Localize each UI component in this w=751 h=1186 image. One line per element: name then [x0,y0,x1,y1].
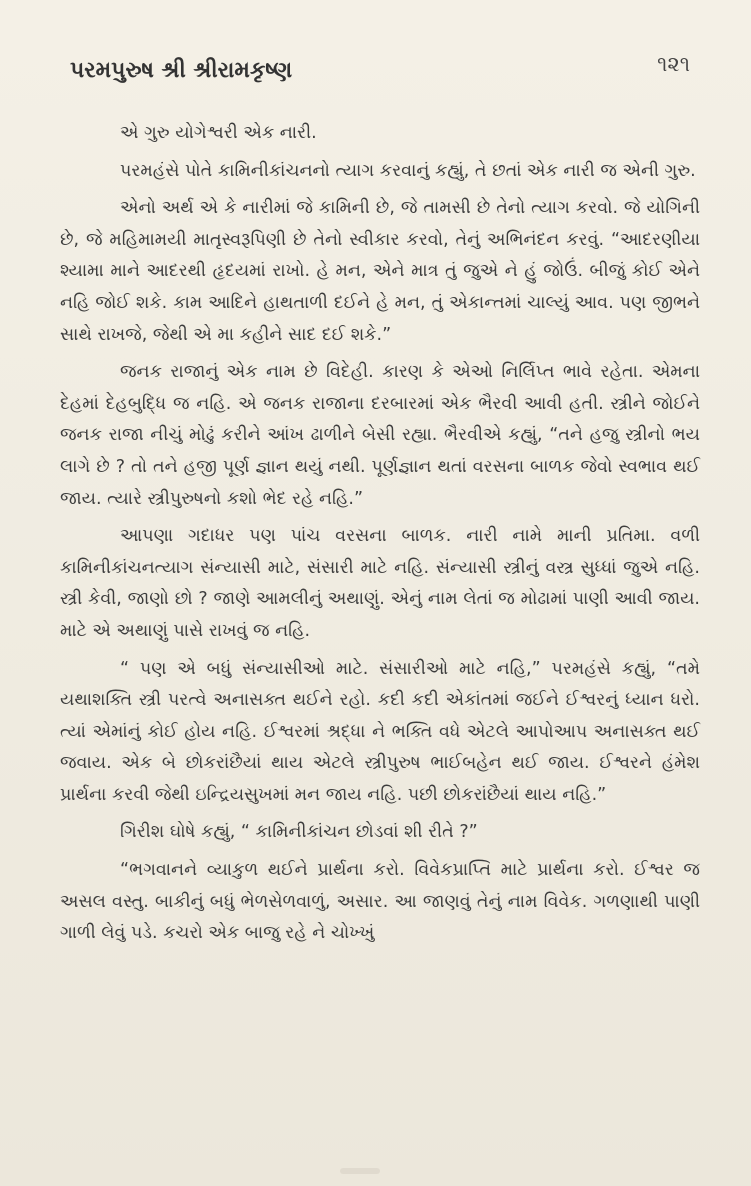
paragraph: આપણા ગદાધર પણ પાંચ વરસના બાળક. નારી નામે માની પ્રતિમા. વળી કામિનીકાંચનત્યાગ સંન્યાસી માટે, સંસારી માટે નહિ. સંન્યાસી સ્ત્રીનું વસ્ત્ર સુધ્ધાં જુએ નહિ. સ્ત્રી કેવી, જાણો છો ? જાણે આમલીનું અથાણું. એનું નામ લેતાં જ મોઢામાં પાણી આવી જાય. માટે એ અથાણું પાસે રાખવું જ નહિ. [60,526,700,641]
body-text [60,118,700,950]
paragraph: પરમહંસે પોતે કામિનીકાંચનનો ત્યાગ કરવાનું કહ્યું, તે છતાં એક નારી જ એની ગુરુ. [120,160,696,181]
page-smudge [340,1168,380,1174]
running-head: પરમપુરુષ શ્રી શ્રીરામકૃષ્ણ [70,58,293,83]
paragraph: “ પણ એ બધું સંન્યાસીઓ માટે. સંસારીઓ માટે નહિ,” પરમહંસે કહ્યું, “તમે યથાશક્તિ સ્ત્રી પરત્વે અનાસક્ત થઈને રહો. કદી કદી એકાંતમાં જઈને ઈશ્વરનું ધ્યાન ધરો. ત્યાં એમાંનું કોઈ હોય નહિ. ઈશ્વરમાં શ્રદ્ધા ને ભક્તિ વધે એટલે આપોઆપ અનાસક્ત થઈ જવાય. એક બે છોકરાંછૈયાં થાય એટલે સ્ત્રીપુરુષ ભાઈબહેન થઈ જાય. ઈશ્વરને હંમેશ પ્રાર્થના કરવી જેથી ઇન્દ્રિયસુખમાં મન જાય નહિ. પછી છોકરાંછૈયાં થાય નહિ.” [60,658,700,805]
paragraph: એનો અર્થ એ કે નારીમાં જે કામિની છે, જે તામસી છે તેનો ત્યાગ કરવો. જે યોગિની છે, જે મહિમામયી માતૃસ્વરૂપિણી છે તેનો સ્વીકાર કરવો, તેનું અભિનંદન કરવું. “આદરણીયા શ્યામા માને આદરથી હૃદયમાં રાખો. હે મન, એને માત્ર તું જુએ ને હું જોઉં. બીજું કોઈ એને નહિ જોઈ શકે. કામ આદિને હાથતાળી દઈને હે મન, તું એકાન્તમાં ચાલ્યું આવ. પણ જીભને સાથે રાખજે, જેથી એ મા કહીને સાદ દઈ શકે.” [60,198,700,345]
paragraph: ગિરીશ ઘોષે કહ્યું, “ કામિનીકાંચન છોડવાં શી રીતે ?” [120,822,478,843]
paragraph: “ભગવાનને વ્યાકુળ થઈને પ્રાર્થના કરો. વિવેકપ્રાપ્તિ માટે પ્રાર્થના કરો. ઈશ્વર જ અસલ વસ્તુ. બાકીનું બધું ભેળસેળવાળું, અસાર. આ જાણવું તેનું નામ વિવેક. ગળણાથી પાણી ગાળી લેવું પડે. કચરો એક બાજુ રહે ને ચોખ્ખું [60,860,700,944]
page-number: ૧૨૧ [657,52,690,76]
paragraph: જનક રાજાનું એક નામ છે વિદેહી. કારણ કે એઓ નિર્લિપ્ત ભાવે રહેતા. એમના દેહમાં દેહબુદ્ધિ જ નહિ. એ જનક રાજાના દરબારમાં એક ભૈરવી આવી હતી. સ્ત્રીને જોઈને જનક રાજા નીચું મોઢું કરીને આંખ ઢાળીને બેસી રહ્યા. ભૈરવીએ કહ્યું, “તને હજુ સ્ત્રીનો ભય લાગે છે ? તો તને હજી પૂર્ણ જ્ઞાન થયું નથી. પૂર્ણજ્ઞાન થતાં વરસના બાળક જેવો સ્વભાવ થઈ જાય. ત્યારે સ્ત્રીપુરુષનો કશો ભેદ રહે નહિ.” [60,362,700,509]
page-header [70,52,690,98]
paragraph: એ ગુરુ યોગેશ્વરી એક નારી. [120,123,317,143]
